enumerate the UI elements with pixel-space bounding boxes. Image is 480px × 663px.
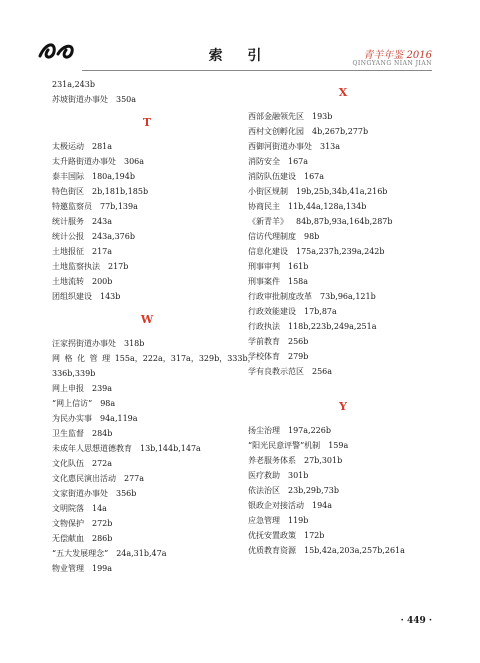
entry-pages: 284b — [92, 429, 113, 438]
entry-pages: 175a,237h,239a,242b — [296, 247, 385, 256]
entry-term: 太升路街道办事处 — [52, 157, 116, 166]
index-entry — [52, 184, 242, 199]
index-entry — [52, 456, 242, 471]
index-entry — [52, 411, 242, 426]
entry-pages: 318b — [124, 339, 145, 348]
entry-pages: 217a — [92, 247, 113, 256]
index-entry — [248, 304, 438, 319]
index-entry — [248, 364, 438, 379]
entry-pages: 159a — [328, 441, 349, 450]
entry-term: 土地流转 — [52, 277, 84, 286]
entry-term: 统计公报 — [52, 232, 84, 241]
index-entry — [52, 471, 242, 486]
entry-pages: 272a — [92, 459, 113, 468]
index-entry — [52, 441, 242, 456]
index-entry — [52, 396, 242, 411]
header-rule — [82, 70, 432, 71]
index-entry — [248, 468, 438, 483]
index-entry — [248, 229, 438, 244]
entry-pages: 193b — [312, 112, 333, 121]
entry-pages: 256b — [288, 337, 309, 346]
entry-term: 学前教育 — [248, 337, 280, 346]
index-entry — [248, 483, 438, 498]
entry-term: 行政效能建设 — [248, 307, 296, 316]
entry-term: 刑事案件 — [248, 277, 280, 286]
entry-pages: 84b,87b,93a,164b,287b — [296, 217, 393, 226]
entry-term: 土地监察执法 — [52, 262, 100, 271]
entry-pages: 73b,96a,121b — [320, 292, 376, 301]
index-entry — [248, 423, 438, 438]
entry-term: 《新青羊》 — [248, 217, 288, 226]
entry-term: 网上申报 — [52, 384, 84, 393]
entry-term: 刑事审判 — [248, 262, 280, 271]
entry-pages: 281a — [92, 142, 113, 151]
page-header — [0, 0, 480, 80]
entry-term: “网上信访” — [52, 399, 93, 408]
entry-pages: 23b,29b,73b — [288, 486, 339, 495]
entry-pages: 119b — [288, 516, 309, 525]
entry-pages: 256a — [312, 367, 333, 376]
entry-pages: 161b — [288, 262, 309, 271]
entry-term: 特色街区 — [52, 187, 84, 196]
entry-pages: 277a — [124, 474, 145, 483]
page-number: · 449 · — [400, 616, 432, 626]
entry-term: 汪家拐街道办事处 — [52, 339, 116, 348]
index-entry — [52, 77, 242, 92]
entry-term: 太极运动 — [52, 142, 84, 151]
index-entry — [52, 336, 242, 351]
section-x-entries — [248, 109, 438, 379]
entry-term: 团组织建设 — [52, 292, 92, 301]
entry-pages: 2b,181b,185b — [92, 187, 149, 196]
index-entry — [52, 154, 242, 169]
index-entry — [248, 124, 438, 139]
entry-pages: 286b — [92, 534, 113, 543]
index-entry — [52, 169, 242, 184]
entry-pages: 17b,87a — [304, 307, 337, 316]
entry-pages: 239a — [92, 384, 113, 393]
entry-term: 行政审批制度改革 — [248, 292, 312, 301]
entry-term: 为民办实事 — [52, 414, 92, 423]
entry-pages: 356b — [116, 489, 137, 498]
entry-term: “五大发展理念” — [52, 549, 109, 558]
entry-term: 西村文创孵化园 — [248, 127, 304, 136]
entry-term: 消防队伍建设 — [248, 172, 296, 181]
index-entry — [52, 486, 242, 501]
entry-term: 优抚安置政策 — [248, 531, 296, 540]
index-entry — [52, 516, 242, 531]
index-entry — [248, 349, 438, 364]
entry-pages: 313a — [320, 142, 341, 151]
entry-pages: 180a,194b — [92, 172, 135, 181]
section-letter-y: Y — [339, 400, 347, 413]
entry-pages: 4b,267b,277b — [312, 127, 369, 136]
entry-term: 养老服务体系 — [248, 456, 296, 465]
entry-term: 文物保护 — [52, 519, 84, 528]
index-entry — [52, 139, 242, 154]
entry-pages: 27b,301b — [304, 456, 343, 465]
index-entry — [52, 561, 242, 576]
entry-pages: 306a — [124, 157, 145, 166]
entry-term: 未成年人思想道德教育 — [52, 444, 132, 453]
index-entry — [248, 274, 438, 289]
entry-pages: 24a,31b,47a — [116, 549, 167, 558]
index-entry — [248, 289, 438, 304]
index-entry-continuation: 336b,339b — [52, 369, 96, 378]
index-entry — [248, 513, 438, 528]
entry-term: 信息化建设 — [248, 247, 288, 256]
section-y-entries — [248, 423, 438, 558]
entry-term: 物业管理 — [52, 564, 84, 573]
entry-pages: 197a,226b — [288, 426, 331, 435]
section-t-entries — [52, 139, 242, 304]
entry-term: “阳光民意评警”机制 — [248, 441, 321, 450]
entry-term: 小街区规制 — [248, 187, 288, 196]
entry-pages: 98b — [304, 232, 320, 241]
index-entry — [248, 109, 438, 124]
entry-pages: 77b,139a — [100, 202, 138, 211]
yearbook-title-cn: 青羊年鉴 2016 — [363, 50, 432, 61]
entry-term: 文化队伍 — [52, 459, 84, 468]
entry-pages: 11b,44a,128a,134b — [288, 202, 367, 211]
index-entry — [52, 546, 242, 561]
index-entry — [248, 543, 438, 558]
entry-term: 无偿献血 — [52, 534, 84, 543]
entry-pages: 301b — [288, 471, 309, 480]
index-entry — [52, 214, 242, 229]
index-entry — [248, 319, 438, 334]
entry-term: 泰丰国际 — [52, 172, 84, 181]
index-entry — [52, 244, 242, 259]
index-entry — [248, 169, 438, 184]
entry-pages: 279b — [288, 352, 309, 361]
index-entry — [52, 289, 242, 304]
index-entry — [248, 498, 438, 513]
entry-pages: 217b — [108, 262, 129, 271]
entry-term: 西御河街道办事处 — [248, 142, 312, 151]
section-letter-t: T — [142, 116, 152, 129]
entry-pages: 15b,42a,203a,257b,261a — [304, 546, 405, 555]
entry-term: 银政企对接活动 — [248, 501, 304, 510]
index-entry — [52, 92, 242, 107]
section-w-entries-more — [52, 381, 242, 576]
section-letter-x: X — [338, 86, 348, 99]
index-entry — [248, 259, 438, 274]
entry-term: 文明院落 — [52, 504, 84, 513]
index-entry — [52, 259, 242, 274]
entry-pages: 172b — [304, 531, 325, 540]
entry-term: 文化惠民演出活动 — [52, 474, 116, 483]
index-entry — [52, 229, 242, 244]
entry-term: 特邀监察员 — [52, 202, 92, 211]
section-letter-w: W — [140, 313, 154, 326]
entry-term: 优质教育资源 — [248, 546, 296, 555]
entry-pages: 243a — [92, 217, 113, 226]
index-entry — [52, 531, 242, 546]
index-entry — [248, 154, 438, 169]
index-entry — [52, 381, 242, 396]
entry-term: 依法治区 — [248, 486, 280, 495]
entry-pages: 167a — [288, 157, 309, 166]
page-title: 索 引 — [208, 48, 272, 64]
entry-pages: 158a — [288, 277, 309, 286]
entry-term: 土地报征 — [52, 247, 84, 256]
index-column-right — [248, 77, 438, 558]
entry-pages: 350a — [116, 95, 137, 104]
index-entry — [248, 453, 438, 468]
entry-pages: 118b,223b,249a,251a — [288, 322, 377, 331]
index-entry — [248, 528, 438, 543]
entry-pages: 231a,243b — [52, 80, 95, 89]
index-entry — [248, 139, 438, 154]
index-entry — [52, 199, 242, 214]
yearbook-title-en: QINGYANG NIAN JIAN — [352, 60, 432, 67]
entry-term: 卫生监督 — [52, 429, 84, 438]
entry-term: 文家街道办事处 — [52, 489, 108, 498]
section-w-entries — [52, 336, 242, 351]
entry-term: 医疗救助 — [248, 471, 280, 480]
index-entry — [248, 184, 438, 199]
entry-term: 应急管理 — [248, 516, 280, 525]
entry-pages: 167a — [304, 172, 325, 181]
entry-term: 苏坡街道办事处 — [52, 95, 108, 104]
entry-pages: 199a — [92, 564, 113, 573]
index-entry — [248, 199, 438, 214]
index-entry — [248, 214, 438, 229]
entry-term: 行政执法 — [248, 322, 280, 331]
entry-pages: 194a — [312, 501, 333, 510]
entry-pages: 143b — [100, 292, 121, 301]
entry-term: 学有良教示范区 — [248, 367, 304, 376]
entry-pages: 243a,376b — [92, 232, 135, 241]
entry-pages: 200b — [92, 277, 113, 286]
entry-pages: 14a — [92, 504, 107, 513]
index-entry — [52, 501, 242, 516]
index-entry — [52, 426, 242, 441]
entry-term: 学校体育 — [248, 352, 280, 361]
index-entry — [248, 334, 438, 349]
entry-pages: 98a — [100, 399, 116, 408]
entry-term: 西部金融领先区 — [248, 112, 304, 121]
entry-term: 统计服务 — [52, 217, 84, 226]
entry-pages: 94a,119a — [100, 414, 138, 423]
entry-pages: 19b,25b,34b,41a,216b — [296, 187, 388, 196]
entry-term: 扬尘治理 — [248, 426, 280, 435]
index-entry-wrapped: 网 格 化 管 理 155a，222a，317a，329b，333b， — [52, 354, 256, 363]
entry-pages: 13b,144b,147a — [140, 444, 201, 453]
entry-pages: 272b — [92, 519, 113, 528]
entry-term: 消防安全 — [248, 157, 280, 166]
entry-term: 信访代理制度 — [248, 232, 296, 241]
index-entry — [248, 438, 438, 453]
index-entry — [248, 244, 438, 259]
index-entry — [52, 274, 242, 289]
index-column-left — [52, 77, 256, 576]
entry-term: 协商民主 — [248, 202, 280, 211]
